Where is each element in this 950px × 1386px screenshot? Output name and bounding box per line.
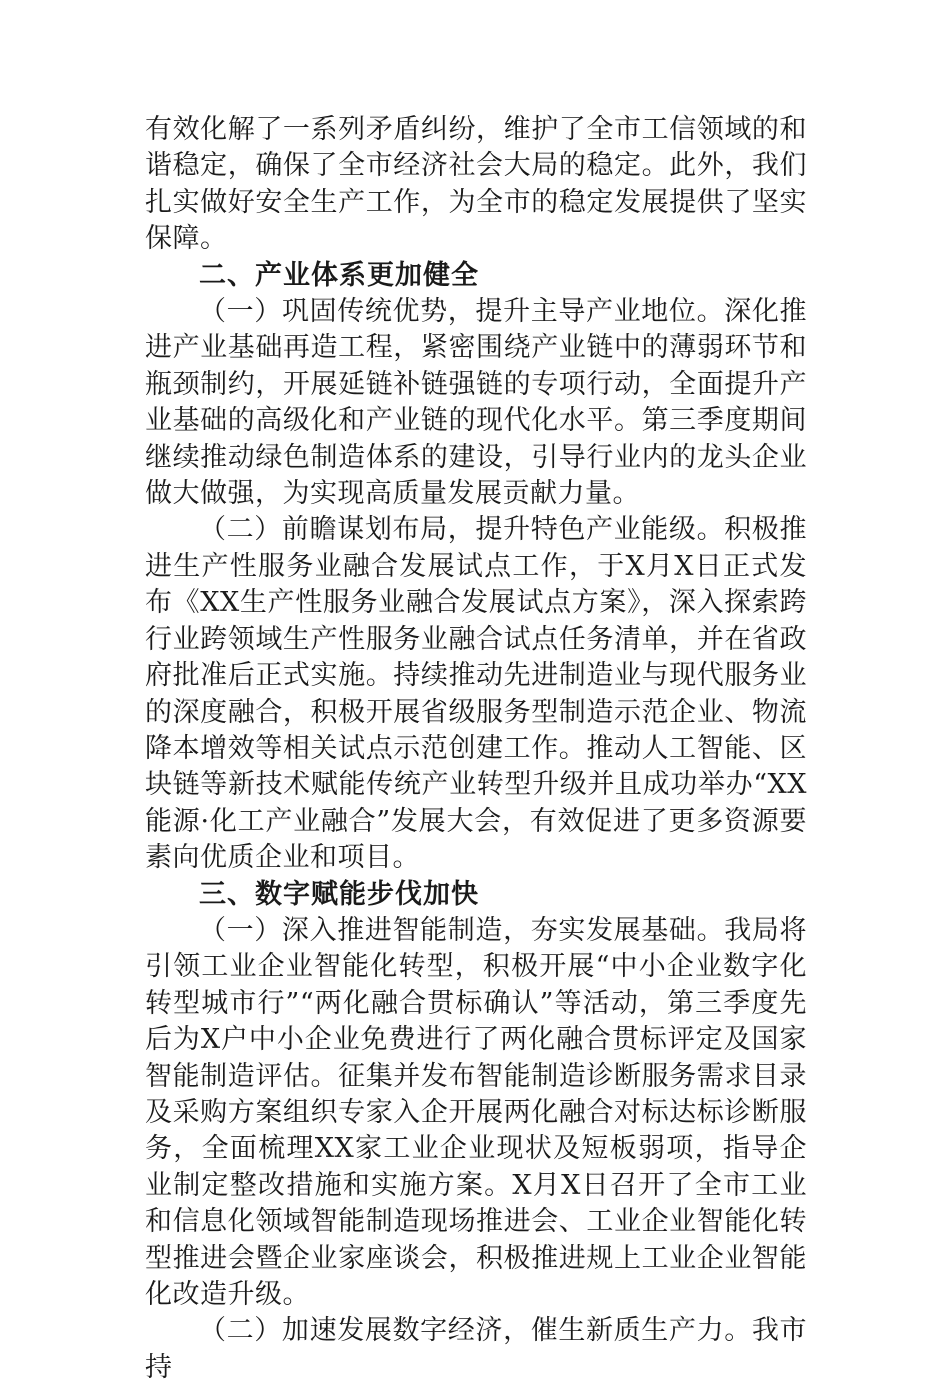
paragraph-intelligent-manufacturing: （一）深入推进智能制造，夯实发展基础。我局将引领工业企业智能化转型，积极开展“中小企业数字化转型城市行”“两化融合贯标确认”等活动，第三季度先后为X户中小企业免费进行了两化融合贯标评定及国家智能制造评估。征集并发布智能制造诊断服务需求目录及采购方案组织专家入企开展两化融合对标达标诊断服务，全面梳理XX家工业企业现状及短板弱项，指导企业制定整改措施和实施方案。X月X日召开了全市工业和信息化领域智能制造现场推进会、工业企业智能化转型推进会暨企业家座谈会，积极推进规上工业企业智能化改造升级。 <box>145 914 807 1310</box>
section-heading-digital-empowerment: 三、数字赋能步伐加快 <box>199 878 479 910</box>
paragraph-digital-economy: （二）加速发展数字经济，催生新质生产力。我市持 <box>145 1315 807 1383</box>
paragraph-forward-planning: （二）前瞻谋划布局，提升特色产业能级。积极推进生产性服务业融合发展试点工作，于X月X日正式发布《XX生产性服务业融合发展试点方案》，深入探索跨行业跨领域生产性服务业融合试点任务清单，并在省政府批准后正式实施。持续推动先进制造业与现代服务业的深度融合，积极开展省级服务型制造示范企业、物流降本增效等相关试点示范创建工作。推动人工智能、区块链等新技术赋能传统产业转型升级并且成功举办“XX能源·化工产业融合”发展大会，有效促进了更多资源要素向优质企业和项目。 <box>145 514 807 874</box>
paragraph-traditional-advantages: （一）巩固传统优势，提升主导产业地位。深化推进产业基础再造工程，紧密围绕产业链中的薄弱环节和瓶颈制约，开展延链补链强链的专项行动，全面提升产业基础的高级化和产业链的现代化水平。第三季度期间继续推动绿色制造体系的建设，引导行业内的龙头企业做大做强，为实现高质量发展贡献力量。 <box>145 296 807 510</box>
document-body <box>145 112 807 1386</box>
paragraph-continuation: 有效化解了一系列矛盾纠纷，维护了全市工信领域的和谐稳定，确保了全市经济社会大局的稳定。此外，我们扎实做好安全生产工作，为全市的稳定发展提供了坚实保障。 <box>145 114 807 255</box>
section-heading-industry-system: 二、产业体系更加健全 <box>199 259 479 291</box>
